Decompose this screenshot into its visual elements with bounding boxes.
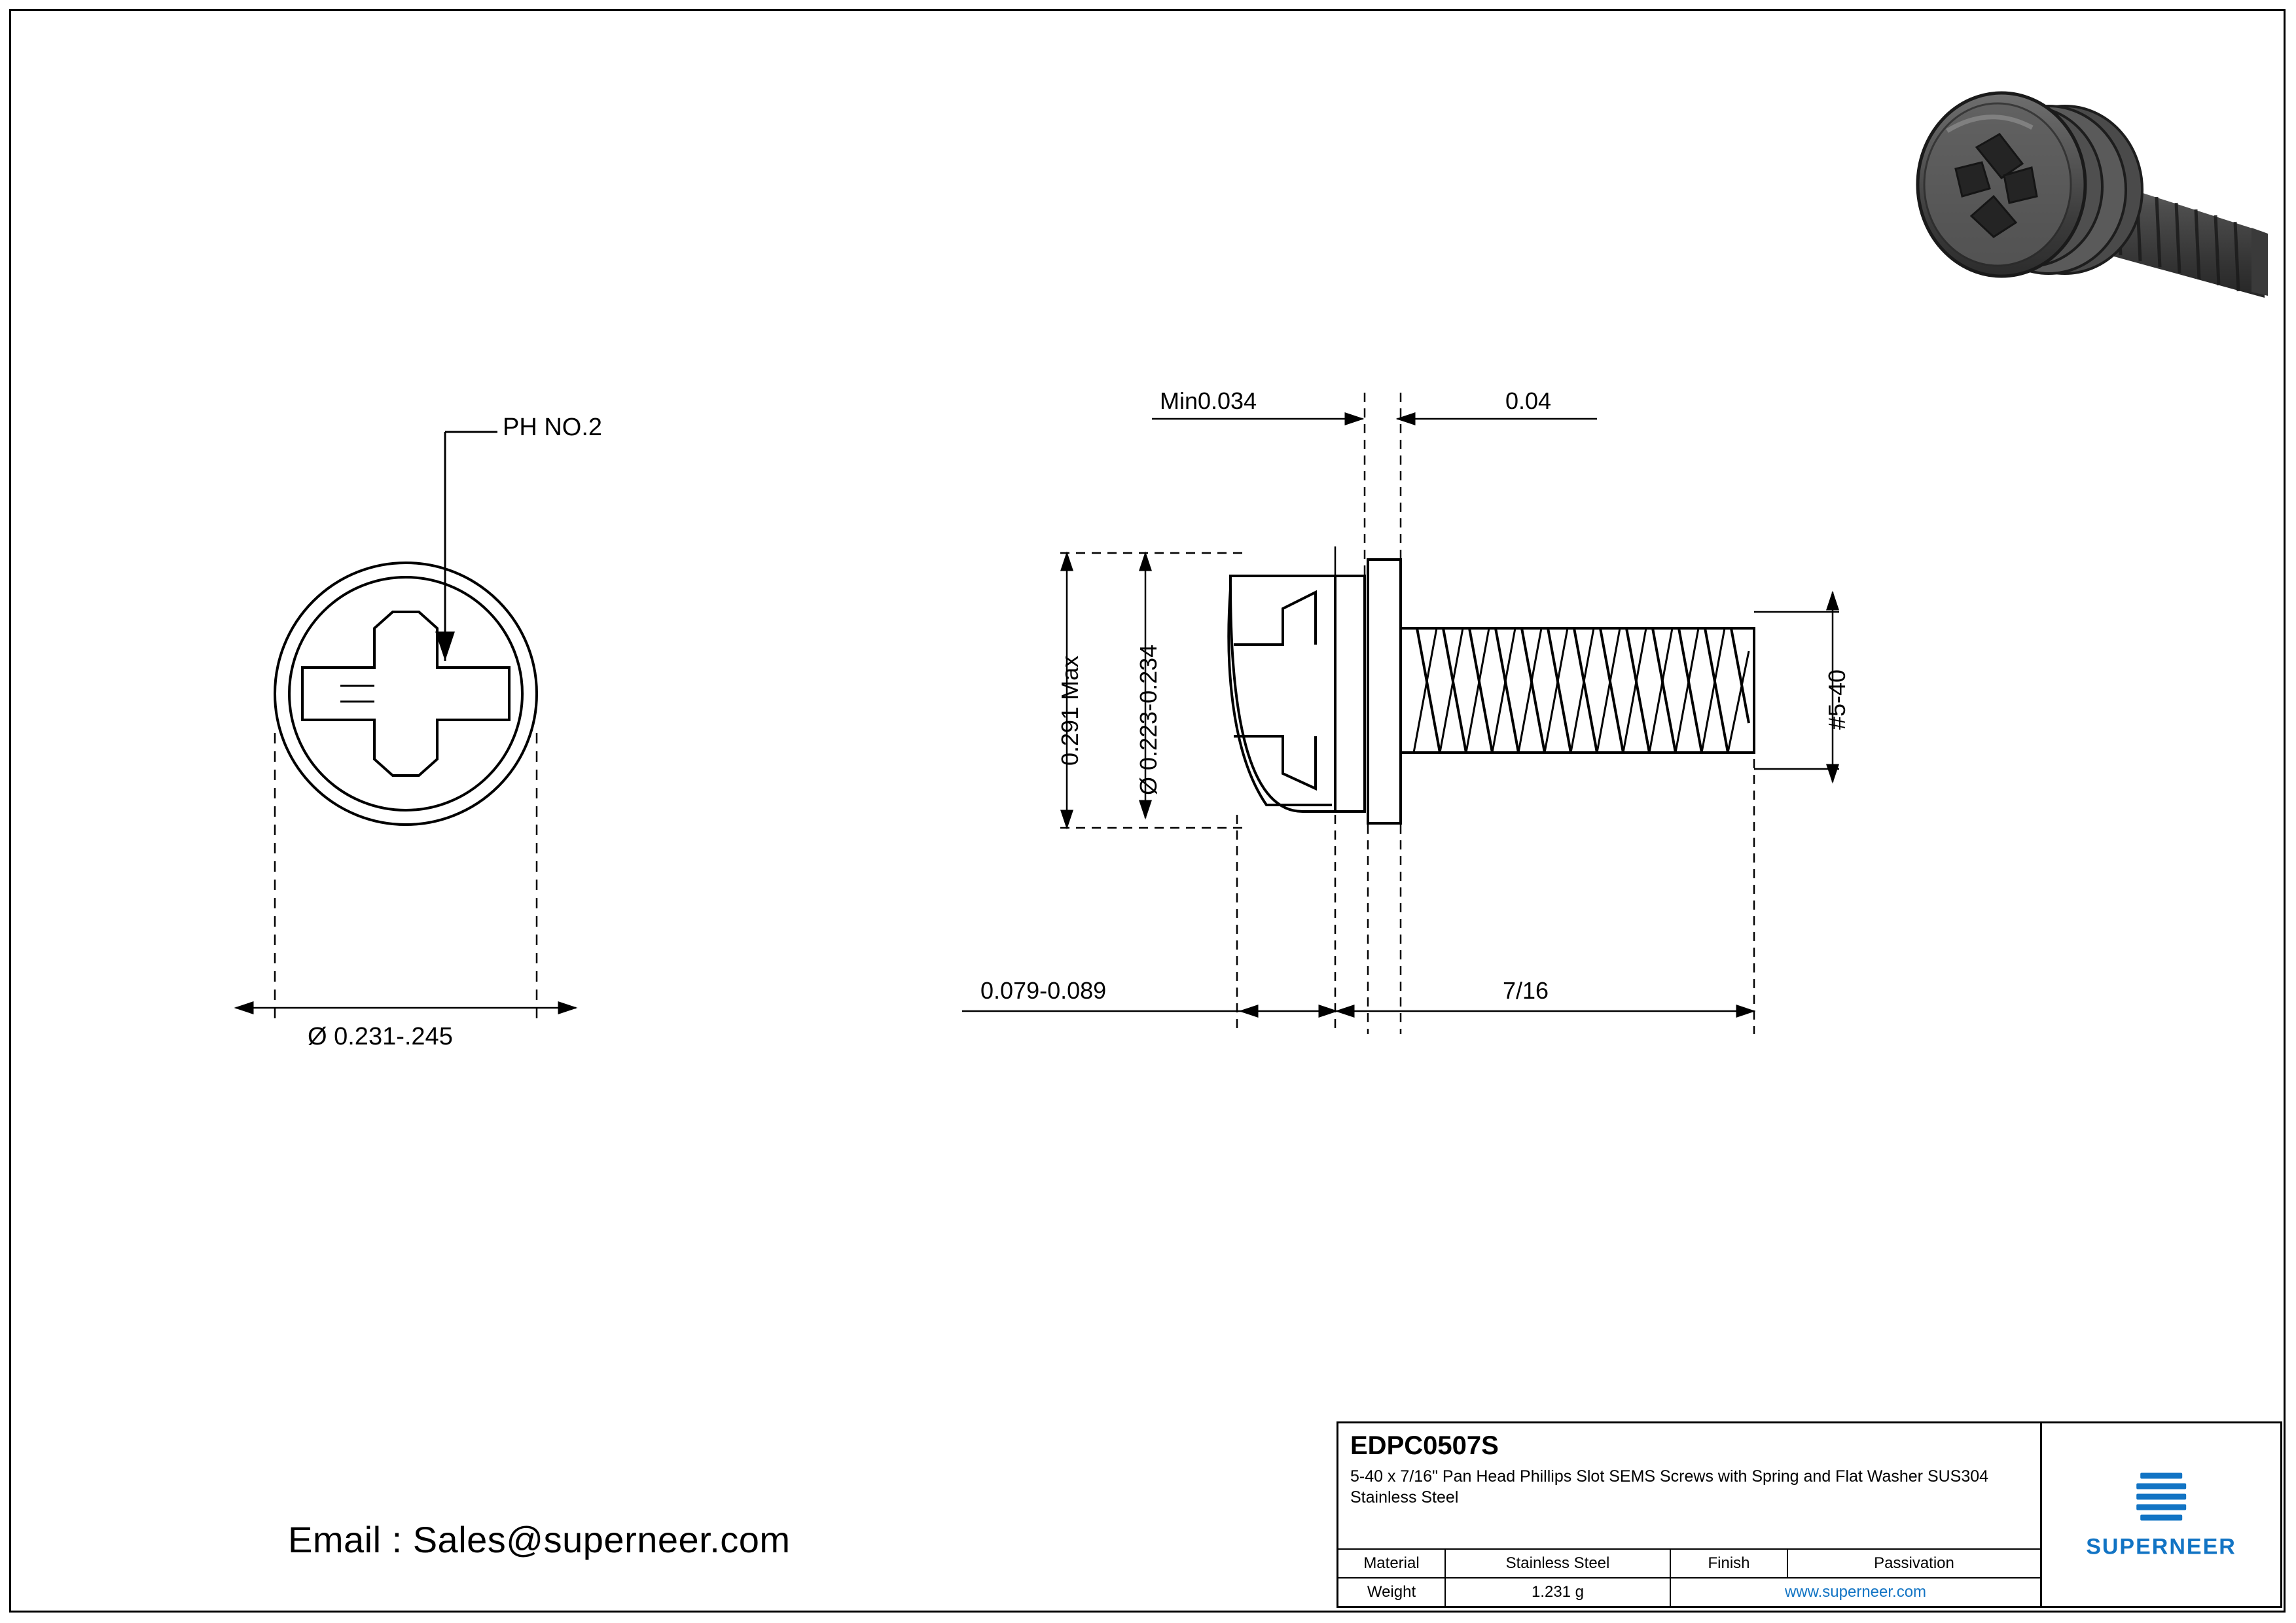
dim-min0034-label: Min0.034	[1160, 387, 1257, 414]
title-block-left	[1338, 1423, 2042, 1606]
brand-logo	[2086, 1470, 2236, 1560]
part-description: 5-40 x 7/16" Pan Head Phillips Slot SEMS Screws with Spring and Flat Washer SUS304 Stainless Steel	[1350, 1467, 1989, 1507]
logo-bars-icon	[2130, 1470, 2193, 1526]
contact-email: Email : Sales@superneer.com	[288, 1519, 791, 1560]
dim-length-label: 7/16	[1503, 977, 1549, 1004]
title-block-right	[2042, 1423, 2280, 1606]
iso-screw-render	[1918, 93, 2268, 298]
dim-0291max-label: 0.291 Max	[1056, 655, 1083, 766]
part-code: EDPC0507S	[1350, 1431, 1499, 1460]
weight-value: 1.231 g	[1445, 1578, 1670, 1606]
dim-washer-thickness-label: 0.079-0.089	[980, 977, 1107, 1004]
side-view-geometry	[1229, 560, 1754, 823]
front-diameter-label: Ø 0.231-.245	[308, 1023, 453, 1050]
finish-label: Finish	[1670, 1549, 1787, 1578]
website-link-cell[interactable]	[1670, 1578, 2040, 1606]
title-block	[1336, 1421, 2282, 1608]
ph-callout-label: PH NO.2	[503, 414, 603, 441]
material-label: Material	[1338, 1549, 1445, 1578]
weight-label: Weight	[1338, 1578, 1445, 1606]
logo-text: SUPERNEER	[2086, 1534, 2236, 1559]
material-value: Stainless Steel	[1445, 1549, 1670, 1578]
dim-thread-size-label: #5-40	[1823, 669, 1850, 730]
ph-callout-leader	[435, 432, 497, 661]
front-view-geometry	[275, 563, 537, 825]
website-link[interactable]: www.superneer.com	[1784, 1583, 1927, 1601]
spec-table	[1338, 1548, 2040, 1606]
finish-value: Passivation	[1787, 1549, 2040, 1578]
table-row	[1338, 1549, 2040, 1578]
dim-004-label: 0.04	[1505, 387, 1552, 414]
dim-pitch-diameter-label: Ø 0.223-0.234	[1135, 644, 1162, 795]
table-row	[1338, 1578, 2040, 1606]
